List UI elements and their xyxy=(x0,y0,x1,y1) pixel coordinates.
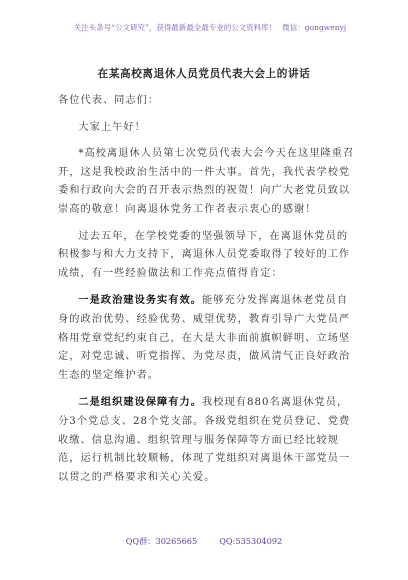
page-header xyxy=(52,22,368,33)
organization-building-heading: 二是组织建设保障有力。 xyxy=(78,396,203,409)
document-title: 在某高校离退休人员党员代表大会上的讲话 xyxy=(97,68,311,80)
footer-qq: QQ:535304092 xyxy=(219,536,283,546)
organization-building-text: 我校现有880名离退休党员，分3个党总支、28个党支部。各级党组织在党员登记、党费收缴、信息沟通、组织管理与服务保障等方面已经比较规范，运行机制比较顺畅，体现了党组织对离退休干部党员一以贯之的严格要求和关心关爱。 xyxy=(58,397,351,483)
document-body xyxy=(58,92,358,487)
paragraph-organization-building xyxy=(58,393,358,487)
header-notice: 关注头条号“公文研究”，获得最新最全最专业的公文资料库！ xyxy=(73,23,277,32)
paragraph-opening: *高校离退休人员第七次党员代表大会今天在这里隆重召开，这是我校政治生活中的一件大事。首先，我代表学校党委和行政向大会的召开表示热烈的祝贺！向广大老党员致以崇高的敬意！向离退休党务工作者表示衷心的感谢！ xyxy=(58,148,355,215)
paragraph-review: 过去五年，在学校党委的坚强领导下，在离退休党员的积极参与和大力支持下，离退休人员党委取得了较好的工作成绩，有一些经验做法和工作亮点值得肯定： xyxy=(58,230,351,279)
political-building-text: 能够充分发挥离退休老党员自身的政治优势、经验优势、威望优势，教育引导广大党员严格用党章党纪约束自己，在大是大非面前旗帜鲜明、立场坚定，对党忠诚、听党指挥、为党尽责，做风清气正良好政治生态的坚定维护者。 xyxy=(58,295,351,381)
political-building-heading: 一是政治建设务实有效。 xyxy=(78,294,203,307)
salutation: 各位代表、同志们： xyxy=(58,95,160,106)
greeting: 大家上午好！ xyxy=(78,121,146,133)
paragraph-political-building xyxy=(58,291,358,385)
header-wechat: 微信：gongwenyj xyxy=(282,23,347,32)
footer-qq-group: QQ群：30265665 xyxy=(125,536,198,546)
page-footer xyxy=(0,536,408,547)
